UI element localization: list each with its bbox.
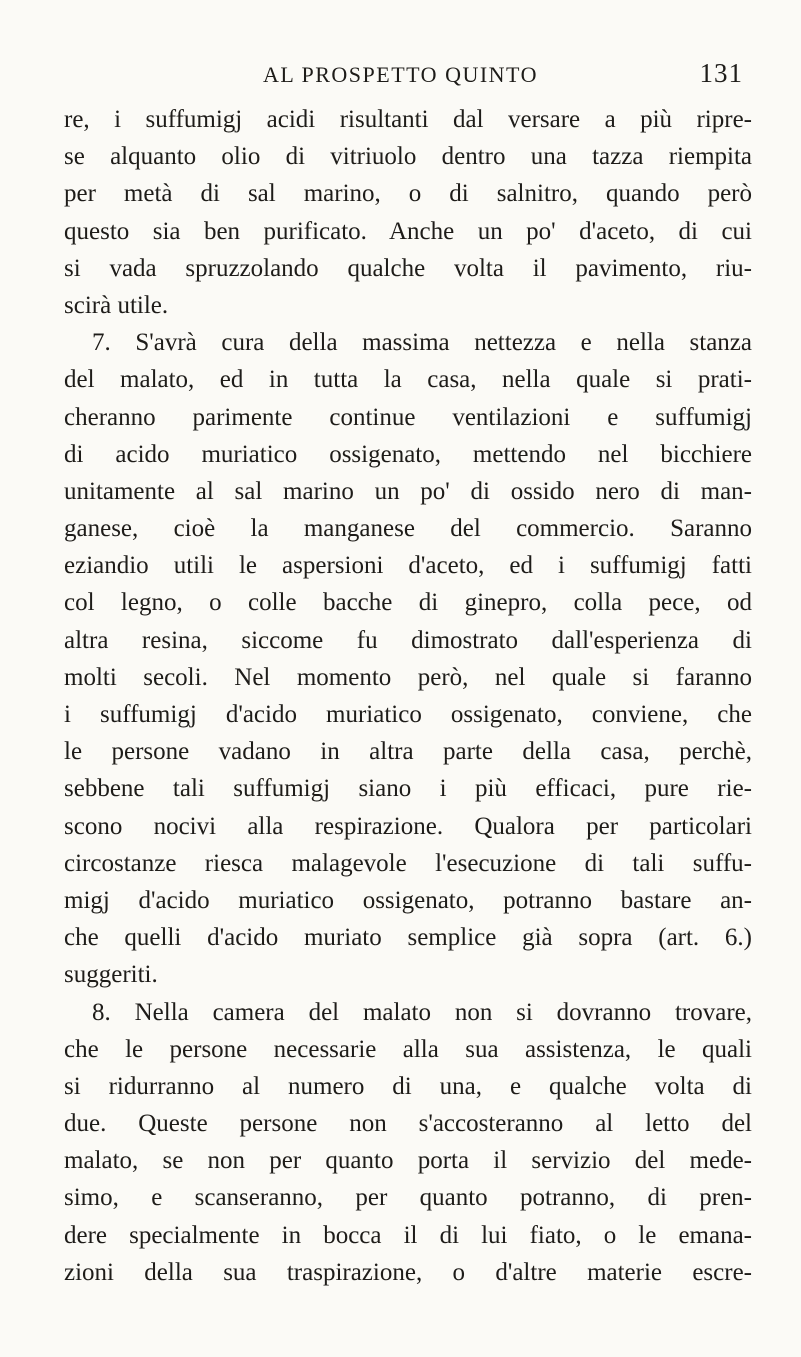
text-line: scirà utile. (64, 291, 169, 319)
body-text (64, 101, 752, 1291)
text-line: molti secoli. Nel momento però, nel quale si faranno (64, 663, 752, 691)
text-line: sebbene tali suffumigj siano i più efficaci, pure rie- (64, 775, 752, 803)
text-line: simo, e scanseranno, per quanto potranno, di pren- (64, 1184, 752, 1212)
text-line: eziandio utili le aspersioni d'aceto, ed i suffumigj fatti (64, 552, 752, 580)
text-line: ganese, cioè la manganese del commercio. Saranno (64, 515, 752, 543)
text-line: cheranno parimente continue ventilazioni e suffumigj (64, 403, 752, 431)
running-head: AL PROSPETTO QUINTO (262, 62, 538, 87)
text-line: i suffumigj d'acido muriatico ossigenato, conviene, che (64, 701, 752, 728)
text-line: di acido muriatico ossigenato, mettendo nel bicchiere (64, 440, 752, 468)
text-line: dere specialmente in bocca il di lui fiato, o le emana- (64, 1221, 752, 1249)
page-number: 131 (699, 58, 743, 88)
text-line: del malato, ed in tutta la casa, nella quale si prati- (64, 366, 752, 394)
text-line: unitamente al sal marino un po' di ossido nero di man- (64, 477, 752, 505)
page-header (0, 58, 801, 102)
paragraph-8-start: 8. Nella camera del malato non si dovranno trovare, (92, 998, 752, 1026)
paragraph-7-start: 7. S'avrà cura della massima nettezza e nella stanza (92, 329, 752, 357)
text-line: suggeriti. (64, 961, 158, 989)
text-line: le persone vadano in altra parte della casa, perchè, (64, 738, 752, 766)
text-line: due. Queste persone non s'accosteranno al letto del (64, 1110, 752, 1138)
text-line: circostanze riesca malagevole l'esecuzione di tali suffu- (64, 849, 752, 877)
text-line: se alquanto olio di vitriuolo dentro una tazza riempita (64, 143, 752, 171)
text-line: zioni della sua traspirazione, o d'altre materie escre- (64, 1258, 752, 1286)
text-line: migj d'acido muriatico ossigenato, potranno bastare an- (64, 886, 752, 914)
text-line: si vada spruzzolando qualche volta il pavimento, riu- (64, 254, 752, 282)
text-line: che le persone necessarie alla sua assistenza, le quali (64, 1035, 752, 1063)
text-line: che quelli d'acido muriato semplice già sopra (art. 6.) (64, 924, 752, 952)
text-line: scono nocivi alla respirazione. Qualora per particolari (64, 812, 752, 840)
text-line: per metà di sal marino, o di salnitro, quando però (64, 180, 752, 208)
text-line: altra resina, siccome fu dimostrato dall'esperienza di (64, 626, 752, 654)
text-line: malato, se non per quanto porta il servizio del mede- (64, 1147, 752, 1175)
text-line: col legno, o colle bacche di ginepro, colla pece, od (64, 589, 752, 617)
text-line: si ridurranno al numero di una, e qualche volta di (64, 1072, 752, 1100)
text-line: re, i suffumigj acidi risultanti dal versare a più ripre- (64, 106, 752, 133)
text-line: questo sia ben purificato. Anche un po' d'aceto, di cui (64, 217, 752, 245)
